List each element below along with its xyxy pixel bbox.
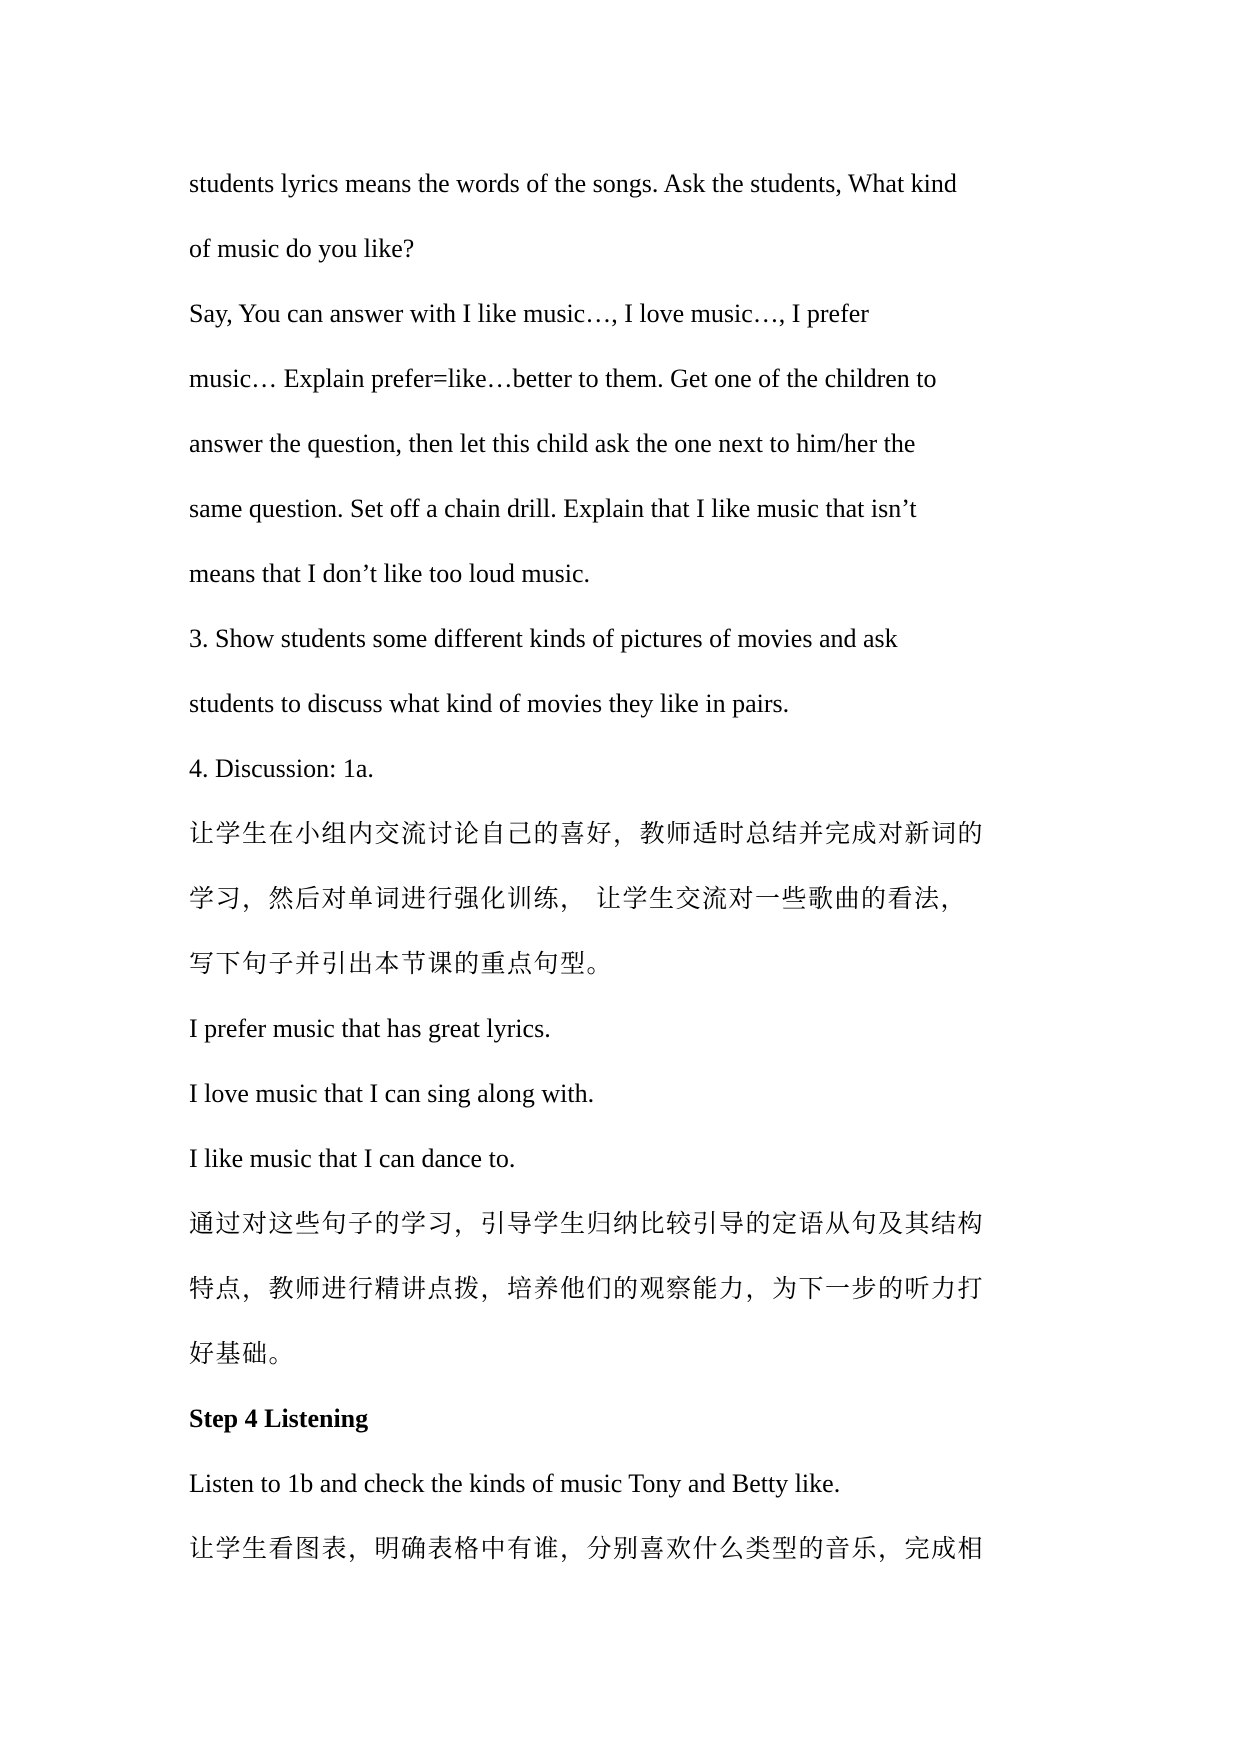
example-sentence: I prefer music that has great lyrics. [189,1014,551,1043]
chinese-paragraph-line: 让学生看图表，明确表格中有谁，分别喜欢什么类型的音乐，完成相 [189,1534,985,1563]
paragraph-line: music… Explain prefer=like…better to them. Get one of the children to [189,364,937,393]
paragraph-line: means that I don’t like too loud music. [189,559,591,588]
chinese-paragraph-line: 特点，教师进行精讲点拨，培养他们的观察能力，为下一步的听力打 [189,1274,985,1303]
paragraph-line: Say, You can answer with I like music…, I love music…, I prefer [189,299,869,328]
paragraph-line: same question. Set off a chain drill. Explain that I like music that isn’t [189,494,917,523]
paragraph-line: students to discuss what kind of movies they like in pairs. [189,689,790,718]
example-sentence: I love music that I can sing along with. [189,1079,595,1108]
section-heading: Step 4 Listening [189,1404,369,1433]
paragraph-line: answer the question, then let this child ask the one next to him/her the [189,429,916,458]
chinese-paragraph-line: 好基础。 [189,1339,296,1368]
example-sentence: I like music that I can dance to. [189,1144,516,1173]
chinese-paragraph-line: 通过对这些句子的学习，引导学生归纳比较引导的定语从句及其结构 [189,1209,985,1238]
paragraph-line: of music do you like? [189,234,415,263]
chinese-paragraph-line: 让学生在小组内交流讨论自己的喜好，教师适时总结并完成对新词的 [189,819,985,848]
list-item: 4. Discussion: 1a. [189,754,374,783]
paragraph-line: Listen to 1b and check the kinds of music Tony and Betty like. [189,1469,841,1498]
chinese-paragraph-line: 学习，然后对单词进行强化训练， 让学生交流对一些歌曲的看法， [189,884,967,913]
paragraph-line: students lyrics means the words of the songs. Ask the students, What kind [189,169,957,198]
list-item: 3. Show students some different kinds of pictures of movies and ask [189,624,898,653]
chinese-paragraph-line: 写下句子并引出本节课的重点句型。 [189,949,614,978]
